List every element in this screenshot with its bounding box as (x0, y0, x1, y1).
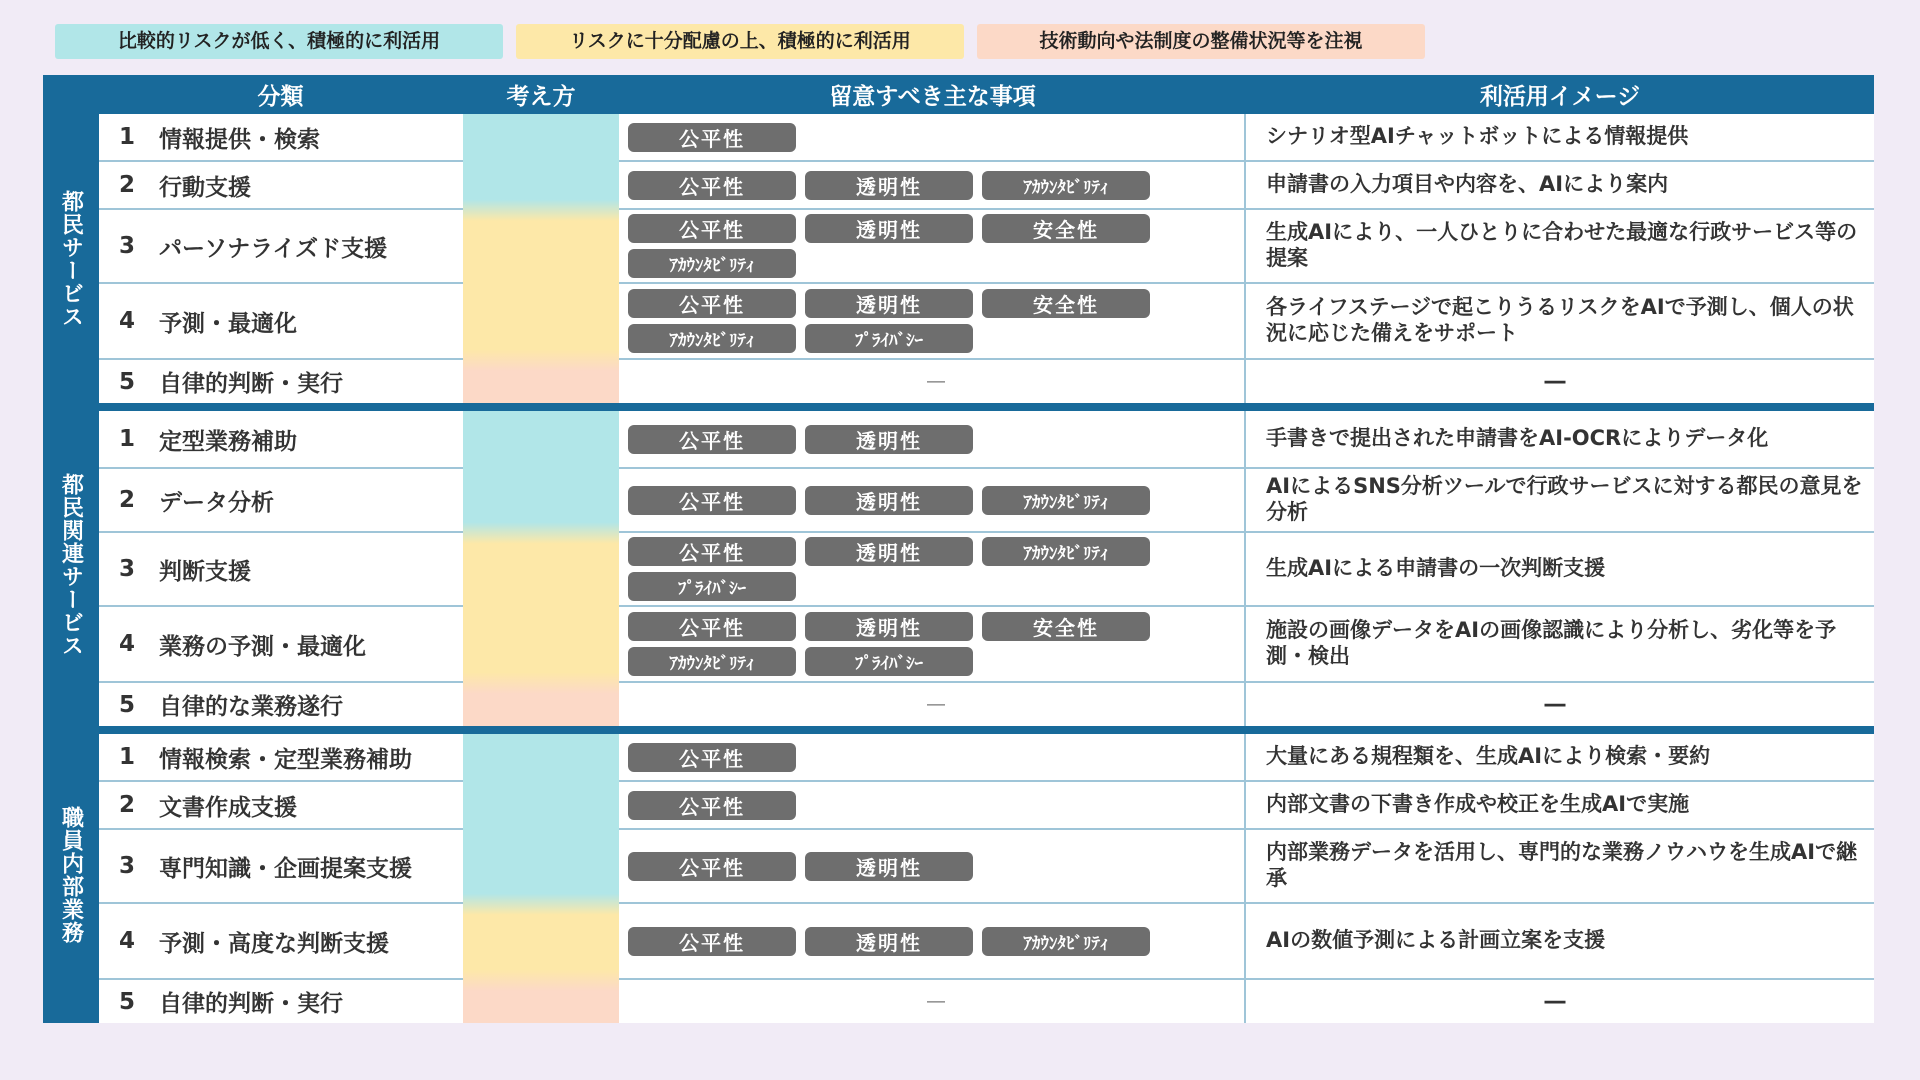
row-name: 定型業務補助 (159, 428, 297, 455)
row-category (99, 360, 463, 403)
row-notes (619, 980, 1246, 1023)
row-name: 情報提供・検索 (159, 126, 320, 153)
section-1 (43, 114, 1874, 403)
table-row (99, 683, 1874, 726)
row-name: 文書作成支援 (159, 794, 297, 821)
table-row (99, 162, 1874, 210)
row-category (99, 734, 463, 780)
table-row (99, 782, 1874, 830)
note-tag: ｱｶｳﾝﾀﾋﾞﾘﾃｨ (982, 537, 1150, 566)
table-row (99, 360, 1874, 403)
row-notes (619, 607, 1246, 681)
note-tag: 透明性 (805, 612, 973, 641)
row-number: 4 (119, 631, 136, 657)
legend (55, 24, 1425, 59)
empty-dash: ― (927, 991, 945, 1012)
row-name: 自律的な業務遂行 (159, 694, 343, 720)
row-number: 2 (119, 792, 136, 818)
row-category (99, 284, 463, 358)
row-usage: AIによるSNS分析ツールで行政サービスに対する都民の意見を分析 (1266, 474, 1863, 524)
row-usage: ― (1544, 368, 1566, 393)
row-number: 5 (119, 368, 136, 395)
note-tag: 公平性 (628, 289, 796, 318)
row-notes (619, 360, 1246, 403)
approach-gradient (463, 114, 619, 403)
row-notes (619, 734, 1246, 780)
header-approach: 考え方 (506, 84, 576, 110)
note-tag: 公平性 (628, 791, 796, 820)
ai-usage-table (43, 75, 1874, 1023)
row-usage: ― (1544, 691, 1566, 716)
section-rows (99, 403, 1874, 726)
row-name: 予測・最適化 (159, 310, 297, 337)
row-category (99, 830, 463, 902)
note-tag: ｱｶｳﾝﾀﾋﾞﾘﾃｨ (982, 171, 1150, 200)
row-notes (619, 782, 1246, 828)
note-tag: ｱｶｳﾝﾀﾋﾞﾘﾃｨ (982, 486, 1150, 515)
note-tag: 透明性 (805, 425, 973, 454)
note-tag: 公平性 (628, 425, 796, 454)
row-name: 判断支援 (159, 558, 251, 585)
header-usage: 利活用イメージ (1479, 84, 1641, 110)
row-number: 5 (119, 691, 136, 718)
row-usage: ― (1544, 988, 1566, 1013)
note-tag: ｱｶｳﾝﾀﾋﾞﾘﾃｨ (628, 249, 796, 278)
row-category (99, 782, 463, 828)
row-name: 自律的判断・実行 (159, 371, 343, 397)
row-usage: 手書きで提出された申請書をAI-OCRによりデータ化 (1266, 426, 1769, 451)
note-tag: 公平性 (628, 537, 796, 566)
row-category (99, 469, 463, 531)
note-tag: ｱｶｳﾝﾀﾋﾞﾘﾃｨ (982, 927, 1150, 956)
note-tag: 公平性 (628, 171, 796, 200)
row-category (99, 114, 463, 160)
row-number: 1 (119, 744, 136, 770)
legend-watch: 技術動向や法制度の整備状況等を注視 (977, 24, 1425, 59)
row-name: 情報検索・定型業務補助 (159, 746, 412, 773)
note-tag: 公平性 (628, 612, 796, 641)
legend-low-risk: 比較的リスクが低く、積極的に利活用 (55, 24, 503, 59)
row-number: 4 (119, 928, 136, 954)
table-header (43, 75, 1874, 114)
row-name: 業務の予測・最適化 (159, 633, 366, 660)
row-notes (619, 533, 1246, 605)
note-tag: 公平性 (628, 743, 796, 772)
row-notes (619, 411, 1246, 467)
note-tag: ｱｶｳﾝﾀﾋﾞﾘﾃｨ (628, 324, 796, 353)
row-usage: 各ライフステージで起こりうるリスクをAIで予測し、個人の状況に応じた備えをサポート (1266, 295, 1854, 345)
note-tag: 透明性 (805, 214, 973, 243)
row-number: 5 (119, 988, 136, 1015)
note-tag: 透明性 (805, 486, 973, 515)
row-category (99, 210, 463, 282)
table-row (99, 210, 1874, 284)
row-name: 行動支援 (159, 174, 251, 201)
row-usage: 大量にある規程類を、生成AIにより検索・要約 (1266, 744, 1711, 769)
row-category (99, 162, 463, 208)
note-tag: ｱｶｳﾝﾀﾋﾞﾘﾃｨ (628, 647, 796, 676)
note-tag: 公平性 (628, 123, 796, 152)
table-row (99, 734, 1874, 782)
row-category (99, 607, 463, 681)
row-number: 1 (119, 426, 136, 452)
header-notes: 留意すべき主な事項 (829, 84, 1036, 110)
legend-mid-risk: リスクに十分配慮の上、積極的に利活用 (516, 24, 964, 59)
table-row (99, 469, 1874, 533)
note-tag: 透明性 (805, 852, 973, 881)
row-name: パーソナライズド支援 (159, 235, 388, 262)
section-label: 都民関連サービス (43, 403, 99, 726)
section-rows (99, 114, 1874, 403)
table-row (99, 284, 1874, 360)
note-tag: 透明性 (805, 171, 973, 200)
row-notes (619, 114, 1246, 160)
empty-dash: ― (927, 371, 945, 392)
row-name: 専門知識・企画提案支援 (159, 855, 412, 882)
row-name: 自律的判断・実行 (159, 991, 343, 1017)
row-category (99, 904, 463, 978)
note-tag: 透明性 (805, 927, 973, 956)
row-category (99, 533, 463, 605)
row-notes (619, 683, 1246, 726)
row-number: 2 (119, 172, 136, 198)
note-tag: 安全性 (982, 612, 1150, 641)
table-row (99, 830, 1874, 904)
table-row (99, 607, 1874, 683)
section-3 (43, 726, 1874, 1023)
section-label: 職員内部業務 (43, 726, 99, 1023)
row-notes (619, 284, 1246, 358)
row-category (99, 411, 463, 467)
row-usage: 生成AIにより、一人ひとりに合わせた最適な行政サービス等の提案 (1266, 220, 1858, 270)
row-usage: 施設の画像データをAIの画像認識により分析し、劣化等を予測・検出 (1266, 618, 1837, 668)
section-rows (99, 726, 1874, 1023)
approach-gradient (463, 411, 619, 726)
note-tag: 透明性 (805, 537, 973, 566)
row-name: 予測・高度な判断支援 (159, 930, 389, 957)
note-tag: ﾌﾟﾗｲﾊﾞｼｰ (805, 324, 973, 353)
row-number: 3 (119, 853, 136, 879)
note-tag: 安全性 (982, 289, 1150, 318)
row-usage: AIの数値予測による計画立案を支援 (1266, 928, 1606, 953)
note-tag: 透明性 (805, 289, 973, 318)
row-usage: 内部文書の下書き作成や校正を生成AIで実施 (1266, 792, 1690, 817)
note-tag: 安全性 (982, 214, 1150, 243)
section-2 (43, 403, 1874, 726)
table-row (99, 533, 1874, 607)
row-name: データ分析 (159, 489, 274, 516)
row-usage: 申請書の入力項目や内容を、AIにより案内 (1266, 172, 1669, 197)
header-category: 分類 (257, 84, 304, 110)
row-number: 1 (119, 124, 136, 150)
section-label: 都民サービス (43, 114, 99, 403)
table-row (99, 980, 1874, 1023)
row-notes (619, 469, 1246, 531)
row-usage: シナリオ型AIチャットボットによる情報提供 (1266, 124, 1689, 149)
row-number: 2 (119, 487, 136, 513)
table-row (99, 114, 1874, 162)
row-notes (619, 162, 1246, 208)
row-number: 3 (119, 556, 136, 582)
note-tag: 公平性 (628, 486, 796, 515)
note-tag: ﾌﾟﾗｲﾊﾞｼｰ (628, 572, 796, 601)
row-notes (619, 904, 1246, 978)
approach-gradient (463, 734, 619, 1023)
row-usage: 内部業務データを活用し、専門的な業務ノウハウを生成AIで継承 (1266, 840, 1858, 890)
note-tag: ﾌﾟﾗｲﾊﾞｼｰ (805, 647, 973, 676)
note-tag: 公平性 (628, 852, 796, 881)
row-number: 3 (119, 233, 136, 259)
empty-dash: ― (927, 694, 945, 715)
row-notes (619, 210, 1246, 282)
row-usage: 生成AIによる申請書の一次判断支援 (1266, 556, 1606, 581)
row-category (99, 980, 463, 1023)
row-number: 4 (119, 308, 136, 334)
note-tag: 公平性 (628, 214, 796, 243)
table-row (99, 904, 1874, 980)
table-row (99, 411, 1874, 469)
note-tag: 公平性 (628, 927, 796, 956)
row-notes (619, 830, 1246, 902)
row-category (99, 683, 463, 726)
